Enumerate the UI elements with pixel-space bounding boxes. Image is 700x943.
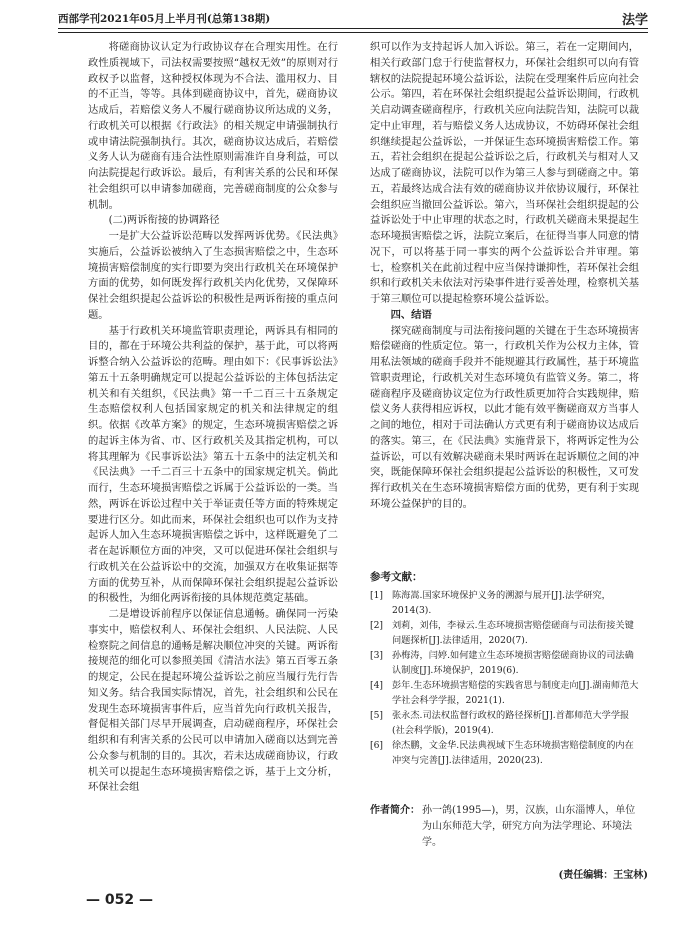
reference-number: [2] xyxy=(370,620,384,631)
subsection-heading: (二)两诉衔接的协调路径 xyxy=(108,214,220,227)
reference-text: 徐杰鹏，文金华.民法典视域下生态环境损害赔偿制度的内在冲突与完善[J].法律适用，2020(23). xyxy=(392,740,634,766)
paragraph: 二是增设诉前程序以保证信息通畅。确保同一污染事实中，赔偿权利人、环保社会组织、人民法院、人民检察院之间信息的通畅是解决顺位冲突的关键。两诉衔接规范的细化可以参照美国《清洁水法》第五百零五条的规定，公民在提起环境公益诉讼之前应当履行先行告知义务。结合我国实际情况，首先，社会组织和公民在发现生态环境损害事件后，应当首先向行政机关报告，督促相关部门尽早开展调查，启动磋商程序，环保社会组织和有利害关系的公民可以申请加入磋商以达到完善公众参与机制的目的。其次，若未达成磋商协议，行政机关可以提起生态环境损害赔偿之诉，基于上文分析，环保社会组 xyxy=(88,608,338,794)
reference-number: [4] xyxy=(370,680,384,691)
references-title: 参考文献： xyxy=(370,571,423,583)
editor-credit: (责任编辑：王宝林) xyxy=(558,870,648,881)
reference-number: [5] xyxy=(370,710,384,721)
author-bio-label: 作者简介： xyxy=(370,805,420,816)
paragraph-continued: 织可以作为支持起诉人加入诉讼。第三，若在一定期间内，相关行政部门怠于行使监督权力，环保社会组织可以向有管辖权的法院提起环境公益诉讼，法院在受理案件后应向社会公示。第四，若在环保社会组织提起公益诉讼期间，行政机关启动调查磋商程序，行政机关应向法院告知，法院可以裁定中止审理，若与赔偿义务人达成协议，不妨碍环保社会组织继续提起公益诉讼，一并保证生态环境损害赔偿工作。第五，若社会组织在提起公益诉讼之后，行政机关与相对人又达成了磋商协议，法院可以作为第三人参与到磋商之中。第五，若最终达成合法有效的磋商协议并依协议履行，环保社会组织应当撤回公益诉讼。第六，当环保社会组织提起的公益诉讼处于中止审理的状态之时，行政机关磋商未果提起生态环境损害赔偿之诉，法院立案后，在征得当事人同意的情况下，可以将基于同一事实的两个公益诉讼合并审理。第七，检察机关在此前过程中应当保持谦抑性，若环保社会组织和行政机关未依法对污染事件进行妥善处理，检察机关基于第三顺位可以提起检察环境公益诉讼。 xyxy=(370,41,639,305)
paragraph: 基于行政机关环境监管职责理论，两诉具有相同的目的，都在于环境公共利益的保护，基于此，可以将两诉整合纳入公益诉讼的范畴。理由如下：《民事诉讼法》第五十五条明确规定可以提起公益诉讼的主体包括法定机关和有关组织，《民法典》第一千二百三十五条规定生态赔偿权利人包括国家规定的机关和法律规定的组织。依据《改革方案》的规定，生态环境损害赔偿之诉的起诉主体为省、市、区行政机关及其指定机构，可以将其理解为《民事诉讼法》第五十五条中的法定机关和《民法典》一千二百三十五条中的国家规定机关。倘此而行，生态环境损害赔偿之诉属于公益诉讼的一类。当然，两诉在诉讼过程中关于举证责任等方面的特殊规定要进行区分。如此而来，环保社会组织也可以作为支持起诉人加入生态环境损害赔偿之诉中，这样既避免了二者在起诉顺位方面的冲突，又可以促进环保社会组织与行政机关在公益诉讼中的交流，加强双方在收集证据等方面的优势互补，从而保障环保社会组织提起公益诉讼的积极性，为细化两诉衔接的具体规范奠定基础。 xyxy=(88,324,338,605)
author-bio xyxy=(370,803,639,851)
reference-number: [6] xyxy=(370,740,384,751)
reference-item xyxy=(370,618,639,648)
reference-item xyxy=(370,708,639,738)
header-rule-thin xyxy=(58,32,648,33)
header-rule-thick xyxy=(58,28,648,29)
reference-number: [3] xyxy=(370,650,384,661)
reference-item xyxy=(370,588,639,618)
reference-text: 彭年.生态环境损害赔偿的实践省思与制度走向[J].湖南师范大学社会科学学报，2021(1). xyxy=(392,680,639,706)
journal-issue-label: 西部学刊2021年05月上半月刊(总第138期) xyxy=(58,13,271,25)
page-number: — 052 — xyxy=(86,892,153,908)
reference-item xyxy=(370,738,639,768)
paragraph: 将磋商协议认定为行政协议存在合理实用性。在行政性质视域下，司法权需要按照“越权无效”的原则对行政权予以监督，这种授权体现为不合法、滥用权力、目的不正当，等等。具体到磋商协议中，首先，磋商协议达成后，若赔偿义务人不履行磋商协议所达成的义务，行政机关可以根据《行政法》的相关规定申请强制执行或申请法院强制执行。其次，磋商协议达成后，若赔偿义务人认为磋商有违合法性原则需准许自身利益，可以向法院提起行政诉讼。最后，有利害关系的公民和环保社会组织可以申请参加磋商，完善磋商制度的公众参与机制。 xyxy=(88,41,338,211)
reference-text: 陈海嵩.国家环境保护义务的溯源与展开[J].法学研究，2014(3). xyxy=(392,590,611,616)
paragraph: 探究磋商制度与司法衔接问题的关键在于生态环境损害赔偿磋商的性质定位。第一，行政机关作为公权力主体，管用私法领域的磋商手段并不能规避其行政属性，基于环境监管职责理论，行政机关对生态环境负有监管义务。第二，将磋商程序及磋商协议定位为行政性质更加符合实践规律，赔偿义务人获得相应诉权，以此才能有效平衡磋商双方当事人之间的地位，相对于司法确认方式更有利于磋商协议达成后的落实。第三，在《民法典》实施背景下，将两诉定性为公益诉讼，可以有效解决磋商未果时两诉在起诉顺位之间的冲突，既能保障环保社会组织提起公益诉讼的积极性，又可发挥行政机关在生态环境损害赔偿方面的优势，更有利于实现环境公益保护的目的。 xyxy=(370,324,639,510)
page-header xyxy=(58,8,648,30)
references xyxy=(370,570,639,768)
right-column xyxy=(370,40,639,513)
paragraph: 一是扩大公益诉讼范畴以发挥两诉优势。《民法典》实施后，公益诉讼被纳入了生态损害赔偿之中，生态环境损害赔偿制度的实行即要为突出行政机关在环境保护方面的优势，如何既发挥行政机关内化优势，又保障环保社会组织提起公益诉讼的积极性是两诉衔接的重点问题。 xyxy=(88,230,338,321)
reference-text: 张永杰.司法权监督行政权的路径探析[J].首都师范大学学报(社会科学版)，2019(4). xyxy=(392,710,630,736)
reference-number: [1] xyxy=(370,590,384,601)
reference-item xyxy=(370,678,639,708)
reference-text: 孙梅涛，闫婷.如何建立生态环境损害赔偿磋商协议的司法确认制度[J].环境保护，2019(6). xyxy=(392,650,634,676)
left-column xyxy=(88,40,338,796)
reference-item xyxy=(370,648,639,678)
author-bio-text: 孙一鸽(1995—)，男，汉族，山东淄博人，单位为山东师范大学，研究方向为法学理论、环境法学。 xyxy=(422,805,636,848)
section-heading: 四、结语 xyxy=(390,308,432,321)
reference-text: 刘莉，刘伟，李禄云.生态环境损害赔偿磋商与司法衔接关键问题探析[J].法律适用，2020(7). xyxy=(392,620,634,646)
section-label: 法学 xyxy=(621,13,648,28)
